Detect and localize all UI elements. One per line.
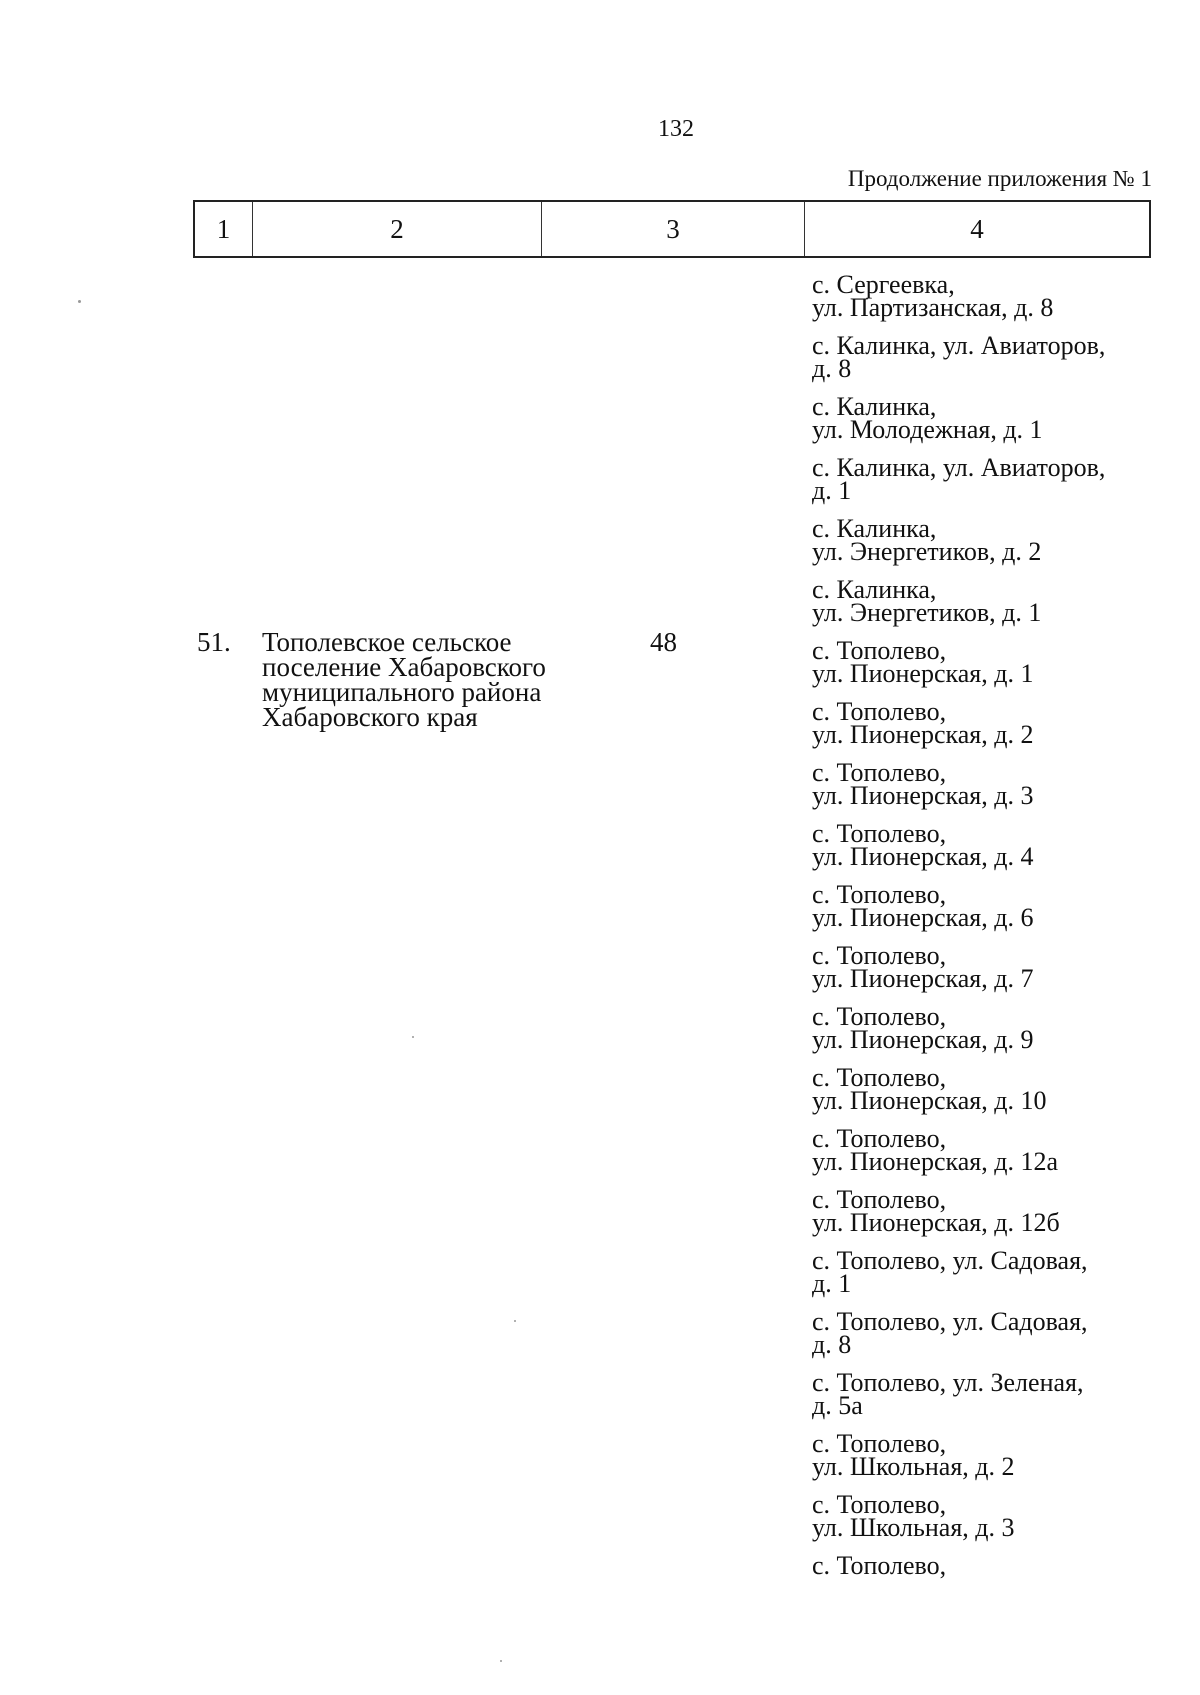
address-item: с. Тополево, ул. Садовая, д. 8 bbox=[812, 1307, 1088, 1359]
address-item: с. Тополево, ул. Пионерская, д. 10 bbox=[812, 1063, 1047, 1115]
address-item: с. Сергеевка, ул. Партизанская, д. 8 bbox=[812, 270, 1054, 322]
address-item: с. Тополево, ул. Садовая, д. 1 bbox=[812, 1246, 1088, 1298]
row-number: 51. bbox=[197, 627, 231, 657]
address-item: с. Калинка, ул. Энергетиков, д. 2 bbox=[812, 514, 1042, 566]
scan-speck bbox=[78, 300, 81, 303]
page-number: 132 bbox=[658, 116, 694, 142]
table-header-row bbox=[193, 200, 1151, 258]
header-cell-3: 3 bbox=[542, 202, 805, 256]
scan-speck bbox=[500, 1660, 502, 1662]
scan-speck bbox=[514, 1320, 516, 1322]
address-item: с. Тополево, bbox=[812, 1551, 947, 1580]
address-item: с. Калинка, ул. Авиаторов, д. 1 bbox=[812, 453, 1106, 505]
address-item: с. Тополево, ул. Пионерская, д. 3 bbox=[812, 758, 1034, 810]
header-cell-4: 4 bbox=[970, 213, 984, 244]
count-value: 48 bbox=[650, 627, 677, 657]
address-list bbox=[812, 270, 1157, 1615]
address-item: с. Тополево, ул. Пионерская, д. 9 bbox=[812, 1002, 1034, 1054]
address-item: с. Тополево, ул. Пионерская, д. 2 bbox=[812, 697, 1034, 749]
address-item: с. Калинка, ул. Энергетиков, д. 1 bbox=[812, 575, 1042, 627]
address-item: с. Калинка, ул. Молодежная, д. 1 bbox=[812, 392, 1043, 444]
address-item: с. Тополево, ул. Пионерская, д. 1 bbox=[812, 636, 1034, 688]
address-item: с. Тополево, ул. Школьная, д. 3 bbox=[812, 1490, 1015, 1542]
municipality-name: Тополевское сельское поселение Хабаровского муниципального района Хабаровского края bbox=[262, 627, 546, 732]
header-cell-2: 2 bbox=[253, 202, 542, 256]
address-item: с. Тополево, ул. Школьная, д. 2 bbox=[812, 1429, 1015, 1481]
address-item: с. Тополево, ул. Зеленая, д. 5а bbox=[812, 1368, 1084, 1420]
address-item: с. Тополево, ул. Пионерская, д. 12а bbox=[812, 1124, 1059, 1176]
address-item: с. Тополево, ул. Пионерская, д. 12б bbox=[812, 1185, 1060, 1237]
header-cell-1: 1 bbox=[195, 202, 253, 256]
continuation-note: Продолжение приложения № 1 bbox=[847, 166, 1152, 191]
address-item: с. Тополево, ул. Пионерская, д. 6 bbox=[812, 880, 1034, 932]
address-item: с. Тополево, ул. Пионерская, д. 7 bbox=[812, 941, 1034, 993]
scan-speck bbox=[412, 1036, 414, 1038]
address-item: с. Тополево, ул. Пионерская, д. 4 bbox=[812, 819, 1034, 871]
address-item: с. Калинка, ул. Авиаторов, д. 8 bbox=[812, 331, 1106, 383]
